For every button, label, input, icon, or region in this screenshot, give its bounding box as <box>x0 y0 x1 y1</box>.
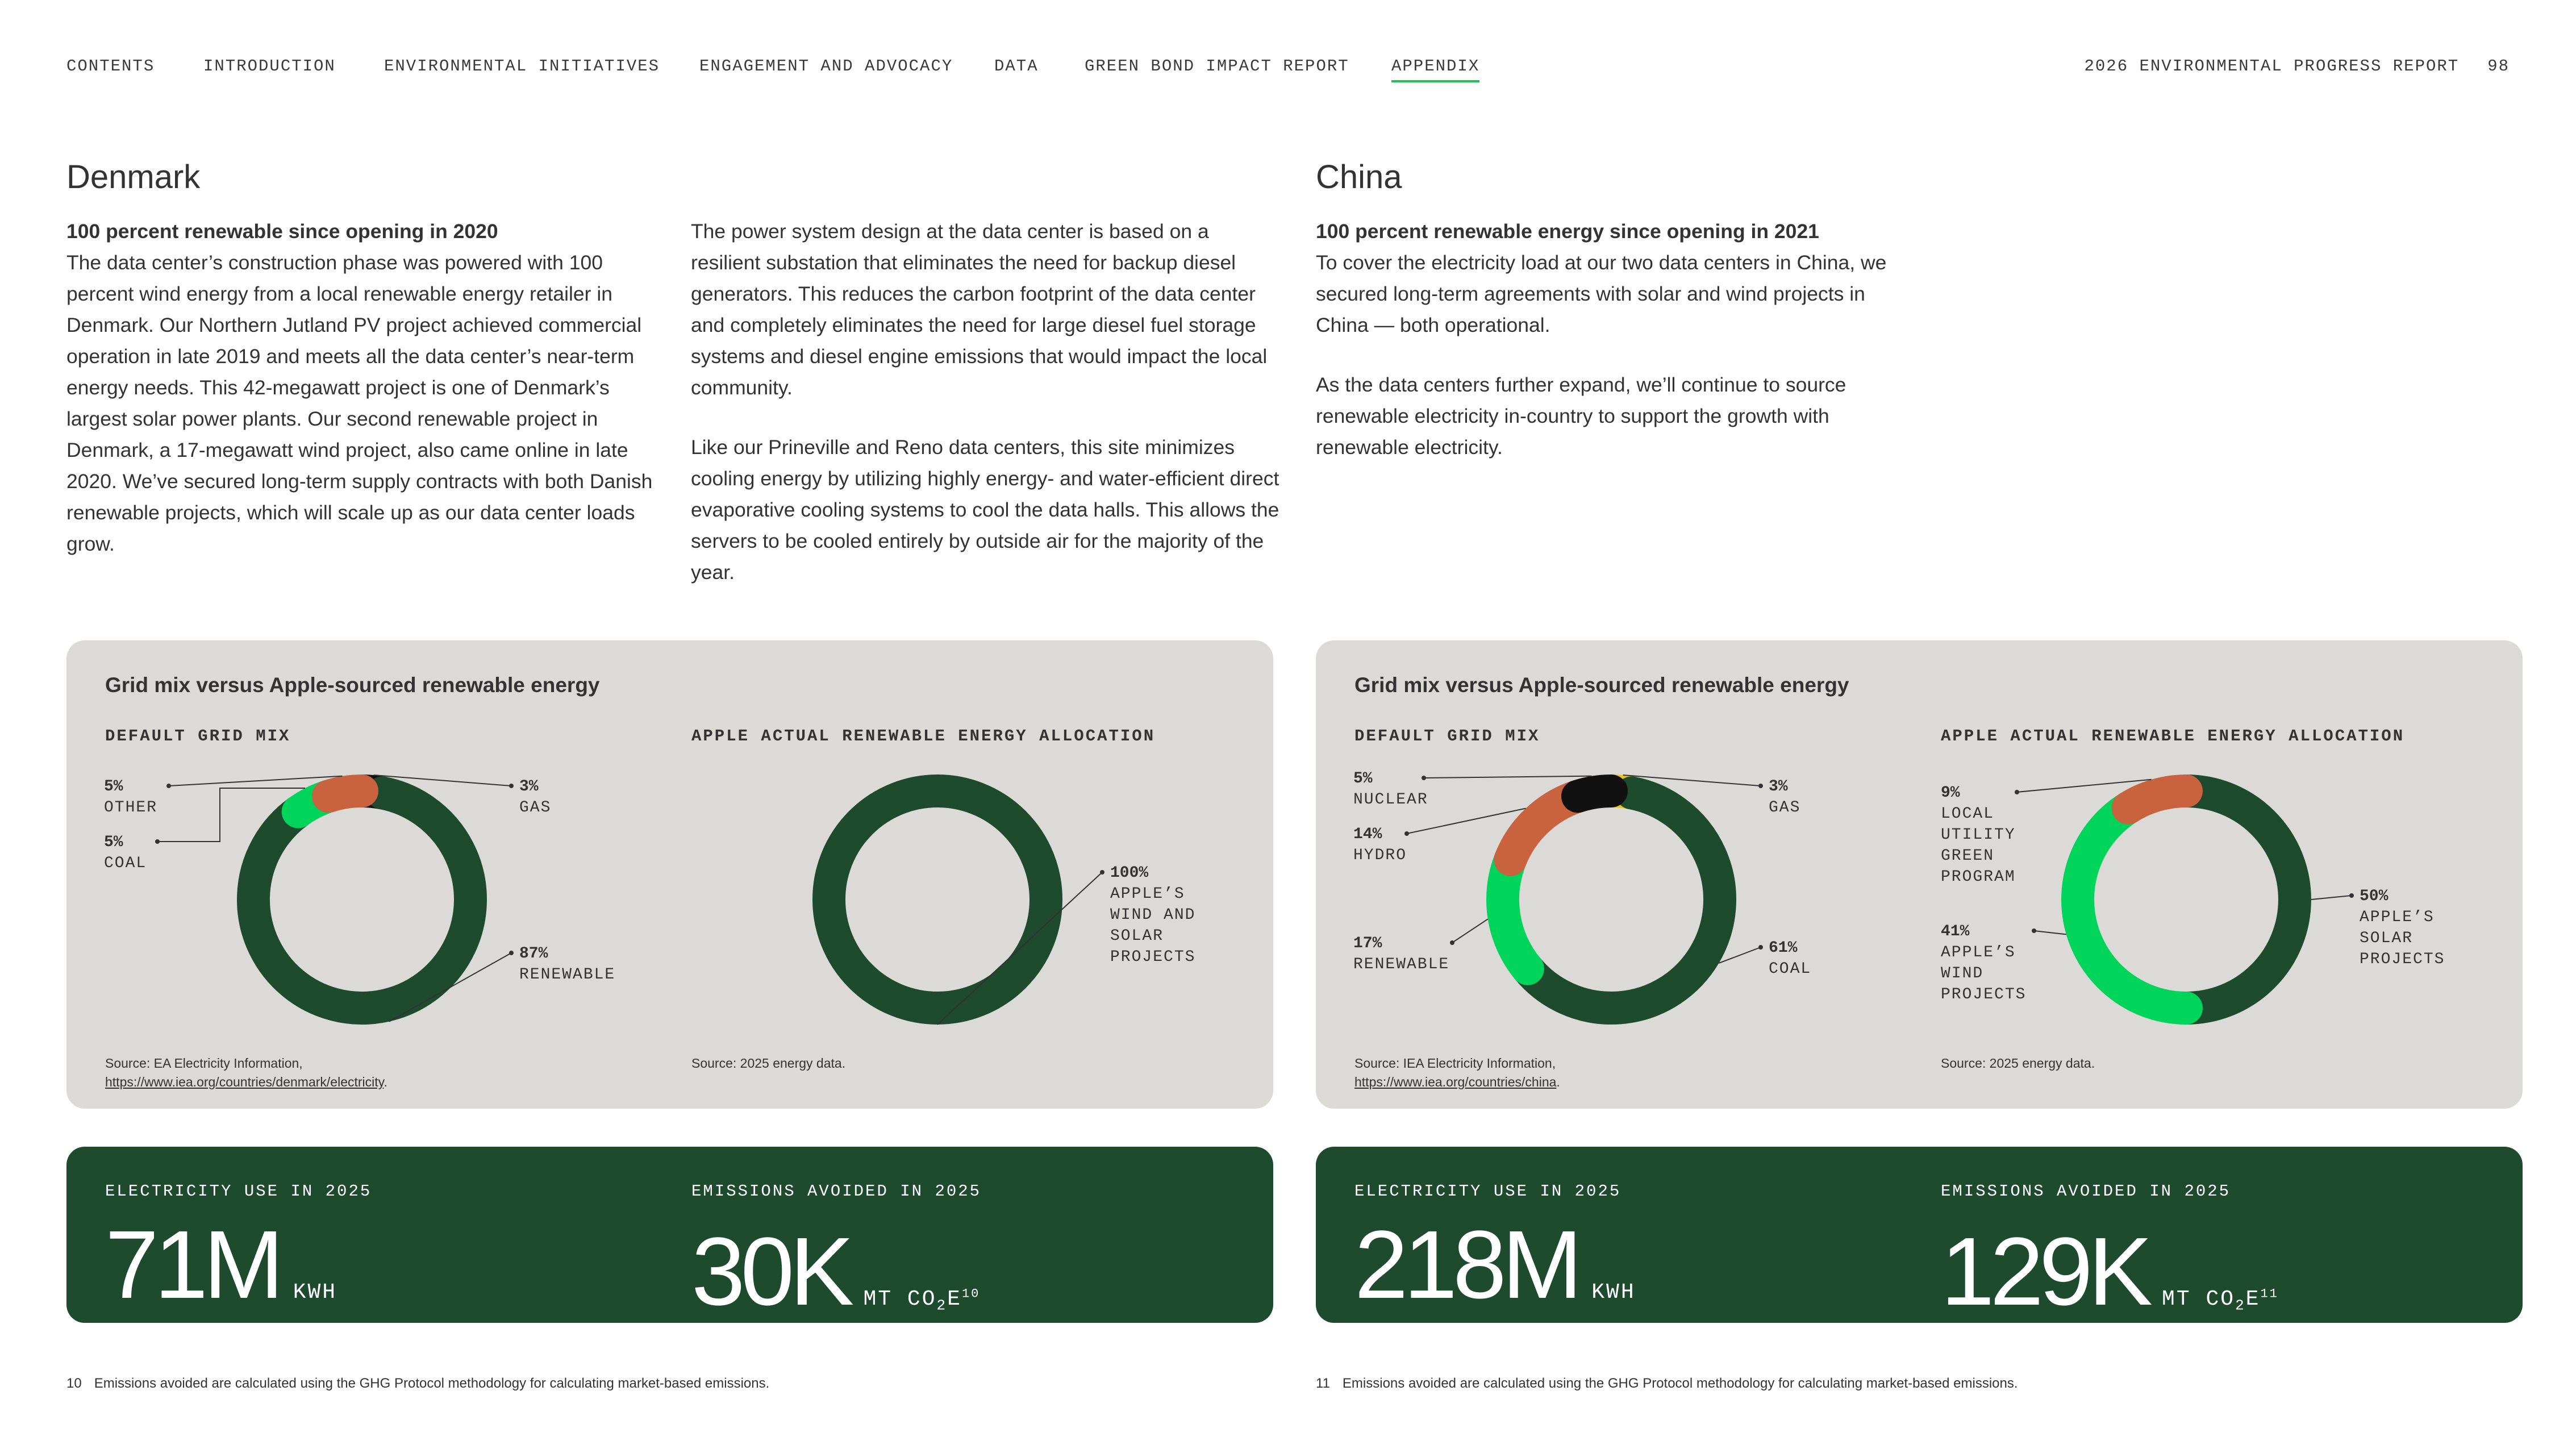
china-footnote-number: 11 <box>1316 1376 1330 1391</box>
china-alloc-source: Source: 2025 energy data. <box>1941 1056 2095 1071</box>
report-header <box>2084 57 2510 76</box>
denmark-footnote-ref: 10 <box>961 1286 981 1301</box>
china-alloc-name-apples-solar-projects-line-2: PROJECTS <box>2360 951 2445 968</box>
china-grid-label-renewable <box>1353 919 1488 973</box>
china-grid-value-renewable: 17% <box>1353 935 1382 952</box>
china-electricity-label: ELECTRICITY USE IN 2025 <box>1354 1182 1622 1201</box>
denmark-para-1: The data center’s construction phase was powered with 100 percent wind energy from a local renewable energy retailer in Denmark. Our Northern Jutland PV project achieved commercial operation in late 2019 and meets all the data center’s near-term energy needs. This 42-megawatt project is one of Denmark’s largest solar power plants. Our second renewable project in Denmark, a 17-megawatt wind project, also came online in late 2020. We’ve secured long-term supply contracts with both Danish renewable projects, which will scale up as our data center loads grow. <box>66 251 653 555</box>
china-alloc-slice-apples-wind-projects <box>2078 808 2186 1008</box>
denmark-alloc-name-apples-wind-and-solar-projects-line-0: APPLE’S <box>1110 885 1185 903</box>
denmark-grid-value-other: 5% <box>104 778 123 796</box>
denmark-grid-source-text: Source: EA Electricity Information, <box>105 1056 303 1071</box>
china-para-2: As the data centers further expand, we’ll continue to source renewable electricity in-country to support the growth with renewable electricity. <box>1316 373 1846 459</box>
denmark-electricity-value: 71M <box>105 1211 280 1319</box>
china-col-1 <box>1316 216 1907 492</box>
denmark-chart-panel <box>66 640 1273 1109</box>
china-grid-source-text: Source: IEA Electricity Information, <box>1354 1056 1556 1071</box>
china-grid-name-hydro-line-0: HYDRO <box>1353 847 1407 864</box>
denmark-electricity-stat <box>105 1209 337 1321</box>
denmark-para-3: Like our Prineville and Reno data centers, this site minimizes cooling energy by utilizing highly energy- and water-efficient direct evaporative cooling systems to cool the data halls. This allows the servers to be cooled entirely by outside air for the majority of the year. <box>691 436 1279 584</box>
denmark-grid-value-coal: 5% <box>104 834 123 851</box>
china-grid-name-gas-line-0: GAS <box>1769 799 1801 817</box>
denmark-electricity-label: ELECTRICITY USE IN 2025 <box>105 1182 372 1201</box>
page-number: 98 <box>2487 57 2510 76</box>
china-para-1: To cover the electricity load at our two data centers in China, we secured long-term agreements with solar and wind projects in China — both operational. <box>1316 251 1887 336</box>
denmark-stats-panel <box>66 1147 1273 1326</box>
china-grid-name-coal-line-0: COAL <box>1769 960 1812 978</box>
china-alloc-label-apples-wind-projects <box>1941 923 2066 1004</box>
denmark-grid-source-link[interactable]: https://www.iea.org/countries/denmark/electricity <box>105 1075 384 1089</box>
china-alloc-name-local-utility-green-program-line-2: GREEN <box>1941 847 1995 865</box>
nav-engagement-and-advocacy[interactable]: ENGAGEMENT AND ADVOCACY <box>699 57 953 76</box>
denmark-emissions-value: 30K <box>691 1218 850 1326</box>
china-grid-source-link[interactable]: https://www.iea.org/countries/china <box>1354 1075 1557 1089</box>
china-electricity-value: 218M <box>1354 1211 1578 1319</box>
china-electricity-unit: KWH <box>1591 1280 1636 1305</box>
denmark-alloc-label: APPLE ACTUAL RENEWABLE ENERGY ALLOCATION <box>691 727 1156 746</box>
china-grid-value-hydro: 14% <box>1353 826 1382 843</box>
china-alloc-name-apples-wind-projects-line-0: APPLE’S <box>1941 944 2016 961</box>
china-alloc-name-apples-solar-projects-line-0: APPLE’S <box>2360 909 2435 926</box>
china-alloc-value-apples-wind-projects: 41% <box>1941 923 1970 940</box>
denmark-alloc-value-apples-wind-and-solar-projects: 100% <box>1110 864 1149 882</box>
china-emissions-value: 129K <box>1941 1218 2149 1326</box>
top-nav <box>66 57 2510 91</box>
china-footnote-ref: 11 <box>2260 1286 2279 1301</box>
denmark-grid-slice-renewable <box>253 793 470 1008</box>
china-grid-name-nuclear-line-0: NUCLEAR <box>1353 791 1428 809</box>
china-emissions-stat <box>1941 1216 2279 1327</box>
china-stats-panel <box>1316 1147 2523 1326</box>
denmark-footnote <box>66 1376 769 1392</box>
denmark-alloc-source: Source: 2025 energy data. <box>691 1056 846 1071</box>
china-alloc-label: APPLE ACTUAL RENEWABLE ENERGY ALLOCATION <box>1941 727 2405 746</box>
denmark-grid-value-renewable: 87% <box>519 945 548 963</box>
denmark-emissions-label: EMISSIONS AVOIDED IN 2025 <box>691 1182 982 1201</box>
china-heading: China <box>1316 159 1402 195</box>
denmark-alloc-name-apples-wind-and-solar-projects-line-1: WIND AND <box>1110 906 1196 924</box>
china-grid-source: Source: IEA Electricity Information, https://www.iea.org/countries/china. <box>1354 1056 1560 1089</box>
denmark-charts-svg <box>66 640 1273 1109</box>
denmark-grid-source: Source: EA Electricity Information, https://www.iea.org/countries/denmark/electricity. <box>105 1056 387 1089</box>
china-alloc-name-local-utility-green-program-line-0: LOCAL <box>1941 805 1995 823</box>
china-grid-value-coal: 61% <box>1769 939 1798 957</box>
china-charts-svg <box>1316 640 2523 1109</box>
china-alloc-name-apples-wind-projects-line-1: WIND <box>1941 965 1984 982</box>
china-grid-slice-nuclear <box>1578 791 1611 796</box>
china-lead: 100 percent renewable energy since opening in 2021 <box>1316 220 1819 243</box>
china-grid-value-gas: 3% <box>1769 778 1788 796</box>
nav-green-bond-impact-report[interactable]: GREEN BOND IMPACT REPORT <box>1085 57 1349 76</box>
china-alloc-name-local-utility-green-program-line-1: UTILITY <box>1941 826 2016 844</box>
denmark-alloc-slice-apples-wind-and-solar-projects <box>829 791 1046 1008</box>
denmark-grid-name-coal-line-0: COAL <box>104 855 147 872</box>
denmark-emissions-unit: MT $CO_2E^{10}$ <box>863 1286 981 1314</box>
china-alloc-name-local-utility-green-program-line-3: PROGRAM <box>1941 868 2016 886</box>
denmark-grid-label: DEFAULT GRID MIX <box>105 727 291 746</box>
china-emissions-label: EMISSIONS AVOIDED IN 2025 <box>1941 1182 2231 1201</box>
nav-appendix[interactable]: APPENDIX <box>1391 57 1479 82</box>
denmark-alloc-donut <box>829 791 1046 1008</box>
denmark-electricity-unit: KWH <box>293 1280 337 1305</box>
china-grid-value-nuclear: 5% <box>1353 770 1373 788</box>
china-grid-slice-renewable <box>1503 860 1528 969</box>
china-footnote-text: Emissions avoided are calculated using the GHG Protocol methodology for calculating market-based emissions. <box>1342 1376 2018 1391</box>
china-alloc-slice-apples-solar-projects <box>2186 791 2295 1008</box>
china-panel-title: Grid mix versus Apple-sourced renewable energy <box>1354 673 1849 697</box>
denmark-col-1 <box>66 216 657 588</box>
china-alloc-donut <box>2078 791 2295 1008</box>
china-grid-label: DEFAULT GRID MIX <box>1354 727 1540 746</box>
china-alloc-name-apples-wind-projects-line-2: PROJECTS <box>1941 986 2027 1004</box>
china-grid-donut <box>1503 791 1720 1008</box>
china-alloc-slice-local-utility-green-program <box>2128 791 2186 808</box>
denmark-grid-value-gas: 3% <box>519 778 539 796</box>
china-alloc-label-apples-solar-projects <box>2311 888 2445 968</box>
china-alloc-value-local-utility-green-program: 9% <box>1941 784 1960 802</box>
china-alloc-value-apples-solar-projects: 50% <box>2360 888 2389 905</box>
denmark-footnote-number: 10 <box>66 1376 82 1391</box>
denmark-grid-name-other-line-0: OTHER <box>104 799 158 817</box>
denmark-footnote-text: Emissions avoided are calculated using the GHG Protocol methodology for calculating market-based emissions. <box>94 1376 770 1391</box>
china-electricity-stat <box>1354 1209 1636 1321</box>
china-grid-label-coal <box>1719 939 1811 978</box>
china-emissions-unit: MT $CO_2E^{11}$ <box>2162 1286 2279 1314</box>
china-grid-name-renewable-line-0: RENEWABLE <box>1353 956 1450 973</box>
denmark-grid-name-renewable-line-0: RENEWABLE <box>519 966 616 984</box>
nav-introduction[interactable]: INTRODUCTION <box>203 57 336 76</box>
denmark-emissions-stat <box>691 1216 980 1327</box>
denmark-grid-donut <box>253 791 470 1008</box>
denmark-panel-title: Grid mix versus Apple-sourced renewable energy <box>105 673 600 697</box>
denmark-lead: 100 percent renewable since opening in 2020 <box>66 220 498 243</box>
china-chart-panel <box>1316 640 2523 1109</box>
china-footnote <box>1316 1376 2018 1392</box>
nav-contents[interactable]: CONTENTS <box>66 57 155 76</box>
china-alloc-name-apples-solar-projects-line-1: SOLAR <box>2360 930 2414 947</box>
denmark-alloc-name-apples-wind-and-solar-projects-line-2: SOLAR <box>1110 927 1164 945</box>
report-title: 2026 ENVIRONMENTAL PROGRESS REPORT <box>2084 57 2460 76</box>
denmark-para-2: The power system design at the data center is based on a resilient substation that eliminates the need for backup diesel generators. This reduces the carbon footprint of the data center and completely eliminates the need for large diesel fuel storage systems and diesel engine emissions that would impact the local community. <box>691 220 1268 399</box>
denmark-grid-name-gas-line-0: GAS <box>519 799 552 817</box>
denmark-grid-slice-other <box>328 791 362 796</box>
denmark-heading: Denmark <box>66 159 201 195</box>
denmark-col-2 <box>691 216 1282 617</box>
nav-environmental-initiatives[interactable]: ENVIRONMENTAL INITIATIVES <box>384 57 660 76</box>
nav-data[interactable]: DATA <box>994 57 1039 76</box>
denmark-alloc-name-apples-wind-and-solar-projects-line-3: PROJECTS <box>1110 948 1196 966</box>
